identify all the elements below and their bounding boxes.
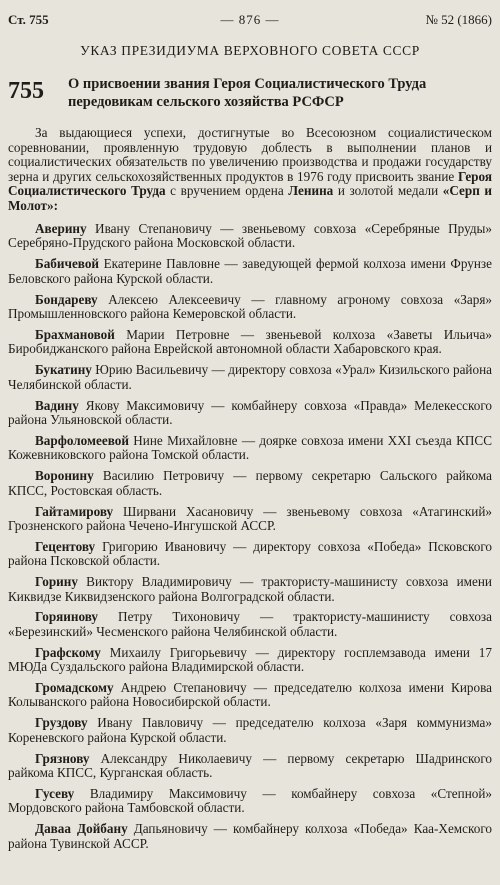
intro-title-bold: Героя Социалистического Труда: [8, 168, 492, 199]
awardee-details: Марии Петровне — звеньевой колхоза «Заветы Ильича» Биробиджанского района Еврейской автономной области Хабаровского края.: [8, 326, 492, 357]
awardee-surname: Гецентову: [35, 538, 96, 554]
awardee-surname: Варфоломеевой: [35, 432, 129, 448]
awardee-surname: Бабичевой: [35, 256, 100, 272]
intro-text-3: и золотой медали: [333, 183, 443, 199]
awardee-details: Ивану Павловичу — председателю колхоза «Заря коммунизма» Кореневского района Курской области.: [8, 715, 492, 745]
awardee-surname: Аверину: [35, 221, 87, 236]
list-item: [8, 399, 492, 428]
intro-medal-bold: «Серп и Молот»:: [8, 183, 493, 213]
awardee-details: Алексею Алексеевичу — главному агроному совхоза «Заря» Промышленновского района Кемеровской области.: [8, 291, 492, 322]
awardee-surname: Бондареву: [35, 291, 98, 307]
awardee-details: Григорию Ивановичу — директору совхоза «Победа» Псковского района Псковской области.: [8, 538, 492, 569]
list-item: [8, 505, 492, 534]
decree-heading: УКАЗ ПРЕЗИДИУМА ВЕРХОВНОГО СОВЕТА СССР: [80, 43, 420, 58]
list-item: [8, 646, 492, 675]
awardee-surname: Букатину: [35, 362, 92, 378]
list-item: [8, 222, 492, 251]
awardee-details: Владимиру Максимовичу — комбайнеру совхоза «Степной» Мордовского района Тамбовской области.: [8, 786, 492, 816]
awardee-details: Петру Тихоновичу — трактористу-машинисту совхоза «Березинский» Чесменского района Челябинской области.: [8, 609, 492, 639]
awardee-surname: Вадину: [35, 397, 79, 413]
article-number: 755: [8, 78, 44, 104]
awardee-details: Нине Михайловне — доярке совхоза имени XXI съезда КПСС Кожевниковского района Томской области.: [8, 432, 492, 463]
awardee-surname: Горяинову: [35, 609, 99, 625]
intro-text-2: с вручением ордена: [165, 183, 289, 199]
awardee-details: Александру Николаевичу — первому секретарю Шадринского райкома КПСС, Курганская область.: [8, 750, 492, 781]
list-item: [8, 293, 492, 322]
awardee-surname: Воронину: [35, 468, 94, 484]
list-item: [8, 787, 492, 816]
awardee-details: Виктору Владимировичу — трактористу-машинисту совхоза имени Киквидзе Киквидзенского района Волгоградской области.: [8, 574, 492, 604]
awardee-details: Ивану Степановичу — звеньевому совхоза «Серебряные Пруды» Серебряно-Прудского района Московской области.: [8, 221, 492, 251]
list-item: [8, 328, 492, 357]
awardee-surname: Грязнову: [35, 750, 90, 766]
list-item: [8, 716, 492, 745]
awardee-surname: Брахмановой: [35, 326, 115, 342]
list-item: [8, 257, 492, 286]
awardee-details: Якову Максимовичу — комбайнеру совхоза «Правда» Мелекесского района Ульяновской области.: [8, 397, 492, 427]
list-item: [8, 434, 492, 463]
intro-text-1: За выдающиеся успехи, достигнутые во Всесоюзном социалистическом соревновании, проявленную трудовую доблесть в выполнении планов и социалистических обязательств по увеличению производства и продажи государству зерна и других сельскохозяйственных продуктов в 1976 году присвоить звание: [8, 125, 492, 184]
issue-number: № 52 (1866): [425, 12, 492, 27]
awardee-surname: Груздову: [35, 715, 88, 731]
list-item: [8, 610, 492, 639]
awardee-surname: Гайтамирову: [35, 503, 114, 519]
awardee-details: Ширвани Хасановичу — звеньевому совхоза «Атагинский» Грозненского района Чечено-Ингушской АССР.: [8, 503, 492, 533]
awardee-surname: Даваа Дойбану: [35, 821, 128, 837]
awardee-details: Михаилу Григорьевичу — директору госплемзавода имени 17 МЮДа Суздальского района Владимирской области.: [8, 644, 492, 675]
awardee-surname: Графскому: [35, 644, 101, 660]
awardee-details: Василию Петровичу — первому секретарю Сальского райкома КПСС, Ростовская область.: [8, 468, 492, 498]
article-title: О присвоении звания Героя Социалистического Труда передовикам сельского хозяйства РСФСР: [68, 76, 427, 110]
list-item: [8, 822, 492, 851]
awardee-surname: Горину: [35, 574, 78, 590]
intro-order-bold: Ленина: [288, 183, 334, 199]
list-item: [8, 575, 492, 604]
page-number: — 876 —: [220, 12, 280, 27]
list-item: [8, 363, 492, 392]
awardee-details: Юрию Васильевичу — директору совхоза «Урал» Кизильского района Челябинской области.: [8, 362, 492, 392]
awardee-surname: Гусеву: [35, 786, 75, 801]
awardee-details: Екатерине Павловне — заведующей фермой колхоза имени Фрунзе Беловского района Курской области.: [8, 256, 492, 286]
awardee-details: Андрею Степановичу — председателю колхоза имени Кирова Колыванского района Новосибирской области.: [8, 680, 492, 710]
awardee-list: [8, 222, 492, 858]
decree-intro: [8, 126, 492, 214]
list-item: [8, 540, 492, 569]
list-item: [8, 469, 492, 498]
article-ref: Ст. 755: [8, 12, 49, 27]
awardee-details: Дапьяновичу — комбайнеру колхоза «Победа» Каа-Хемского района Тувинской АССР.: [8, 821, 493, 851]
running-header: [8, 12, 492, 30]
list-item: [8, 681, 492, 710]
awardee-surname: Громадскому: [35, 680, 114, 696]
list-item: [8, 752, 492, 781]
